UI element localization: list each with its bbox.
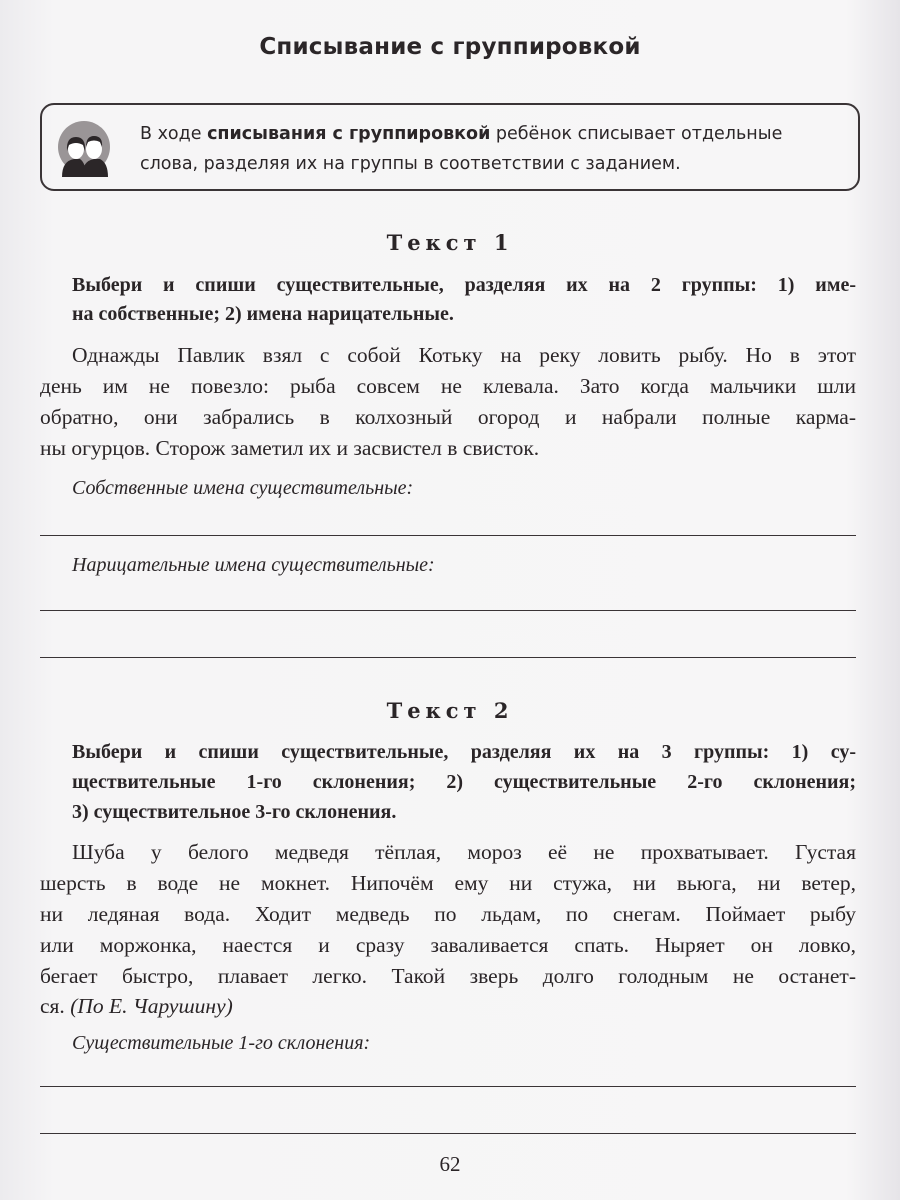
answer-line[interactable] (40, 610, 856, 611)
proper-nouns-label: Собственные имена существительные: (72, 477, 414, 499)
page-title: Списывание с группировкой (259, 34, 641, 60)
info-note-box (40, 103, 860, 191)
source-attribution: (По Е. Чарушину) (70, 994, 233, 1018)
answer-line[interactable] (40, 535, 856, 536)
people-icon (56, 121, 112, 177)
text2-instruction-line: Выбери и спиши существительные, разделяя их на 3 группы: 1) су- (72, 741, 856, 763)
text2-instruction-line: ществительные 1-го склонения; 2) существительные 2-го склонения; (72, 771, 856, 793)
text2-paragraph-line: шерсть в воде не мокнет. Нипочём ему ни стужа, ни вьюга, ни ветер, (40, 871, 856, 895)
text1-paragraph-line: ны огурцов. Сторож заметил их и засвистел в свисток. (40, 436, 540, 460)
text1-paragraph-line: обратно, они забрались в колхозный огород и набрали полные карма- (40, 405, 856, 429)
first-declension-label: Существительные 1-го склонения: (72, 1032, 371, 1054)
text1-paragraph-line: Однажды Павлик взял с собой Котьку на реку ловить рыбу. Но в этот (72, 343, 856, 367)
common-nouns-label: Нарицательные имена существительные: (72, 554, 435, 576)
info-note-text: В ходе списывания с группировкой ребёнок списывает отдельные слова, разделяя их на группы в соответствии с заданием. (140, 124, 783, 174)
answer-line[interactable] (40, 1086, 856, 1087)
text2-paragraph-line: ни ледяная вода. Ходит медведь по льдам, по снегам. Поймает рыбу (40, 902, 856, 926)
text2-paragraph-last-line: ся. (По Е. Чарушину) (40, 994, 233, 1018)
text1-instruction-line: на собственные; 2) имена нарицательные. (72, 303, 454, 325)
answer-line[interactable] (40, 657, 856, 658)
text1-instruction-line: Выбери и спиши существительные, разделяя их на 2 группы: 1) име- (72, 274, 856, 296)
text1-paragraph-line: день им не повезло: рыба совсем не клевала. Зато когда мальчики шли (40, 374, 856, 398)
page-number: 62 (439, 1152, 461, 1176)
text2-paragraph-line: бегает быстро, плавает легко. Такой зверь долго голодным не останет- (40, 964, 856, 988)
text2-paragraph-line: Шуба у белого медведя тёплая, мороз её не прохватывает. Густая (72, 840, 856, 864)
text2-heading: Текст 2 (386, 698, 514, 723)
text2-instruction-line: 3) существительное 3-го склонения. (72, 801, 397, 823)
text1-heading: Текст 1 (386, 230, 514, 255)
text2-paragraph-line: или моржонка, наестся и сразу заваливается спать. Ныряет он ловко, (40, 933, 856, 957)
answer-line[interactable] (40, 1133, 856, 1134)
